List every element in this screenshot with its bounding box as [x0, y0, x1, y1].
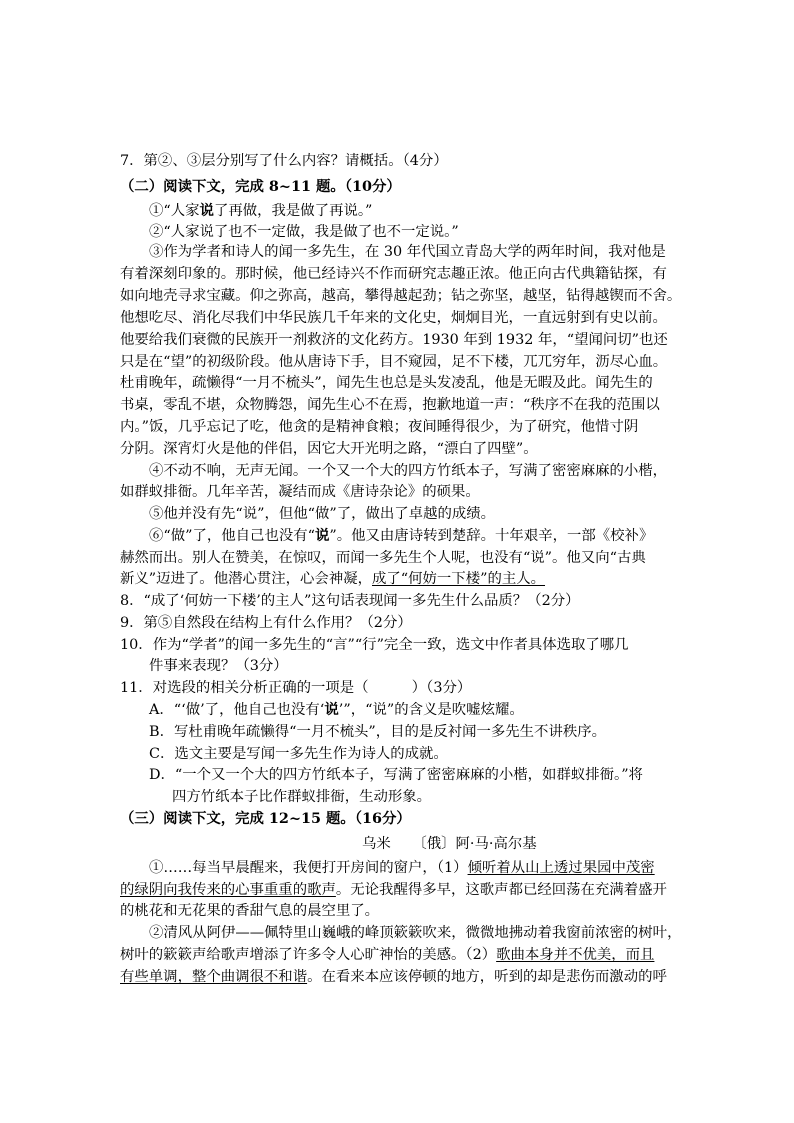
s2-paragraph-6-line: 赫然而出。别人在赞美，在惊叹，而闻一多先生个人呢，也没有“说”。他又向“古典 [120, 550, 646, 566]
underlined-phrase: 成了“何妨一下楼”的主人。 [372, 571, 546, 587]
question-10-line: 10．作为“学者”的闻一多先生的“言”“行”完全一致，选文中作者具体选取了哪几 [120, 637, 629, 653]
underlined-phrase: 歌曲本身并不优美，而且 [496, 947, 655, 963]
option-d-line: D．“一个又一个大的四方竹纸本子，写满了密密麻麻的小楷，如群蚁排衙。”将 [149, 767, 643, 783]
s2-paragraph-3-line: 他想吃尽、消化尽我们中华民族几千年来的文化史，炯炯目光，一直远射到有史以前。 [120, 310, 667, 326]
s2-paragraph-3-line: 书桌，零乱不堪，众物腾怨，闻先生心不在焉，抱歉地道一声：“秩序不在我的范围以 [120, 397, 660, 413]
option-d-line: 四方竹纸本子比作群蚁排衙，生动形象。 [172, 789, 432, 805]
question-9: 9．第⑤自然段在结构上有什么作用？（2分） [120, 615, 412, 631]
underlined-phrase: 倾听着从山上透过果园中茂密 [467, 860, 655, 876]
s2-paragraph-5: ⑤他并没有先“说”，但他“做”了，做出了卓越的成绩。 [149, 506, 496, 522]
s3-paragraph-1-line: 的绿阴向我传来的心事重重的歌声。无论我醒得多早，这歌声都已经回荡在充满着盛开 [120, 882, 667, 898]
s2-paragraph-3-line: 只是在“望”的初级阶段。他从唐诗下手，目不窥园，足不下楼，兀兀穷年，沥尽心血。 [120, 354, 668, 370]
question-7: 7．第②、③层分别写了什么内容？请概括。（4分） [120, 153, 448, 169]
s3-paragraph-1-line: ①……每当早晨醒来，我便打开房间的窗户，（1）倾听着从山上透过果园中茂密 [149, 860, 655, 876]
s2-paragraph-4-line: 如群蚁排衙。几年辛苦，凝结而成《唐诗杂论》的硕果。 [120, 484, 480, 500]
s2-paragraph-3-line: 有着深刻印象的。那时候，他已经诗兴不作而研究志趣正浓。他正向古代典籍钻探，有 [120, 266, 667, 282]
question-8: 8．“成了‘何妨一下楼’的主人”这句话表现闻一多先生什么品质？（2分） [120, 593, 580, 609]
s2-paragraph-2: ②“人家说了也不一定做，我是做了也不一定说。” [149, 224, 459, 240]
s2-paragraph-3-line: 分阴。深宵灯火是他的伴侣，因它大开光明之路，“漂白了四壁”。 [120, 441, 538, 457]
s2-paragraph-3-line: ③作为学者和诗人的闻一多先生，在 30 年代国立青岛大学的两年时间，我对他是 [149, 244, 666, 260]
s2-paragraph-3-line: 他要给我们衰微的民族开一剂救济的文化药方。1930 年到 1932 年，“望闻问切”也还 [120, 332, 668, 348]
s2-paragraph-1: ①“人家说了再做，我是做了再说。” [149, 202, 373, 219]
article-title: 乌米 〔俄〕阿·马·高尔基 [362, 836, 537, 852]
s3-paragraph-2-line: 有些单调，整个曲调很不和谐。在看来本应该停顿的地方，听到的却是悲伤而激动的呼 [120, 969, 667, 985]
question-11: 11．对选段的相关分析正确的一项是（ ）（3分） [120, 680, 472, 696]
underlined-phrase: 的绿阴向我传来的心事重重的歌声 [120, 882, 336, 898]
s2-paragraph-6-line: ⑥“做”了，他自己也没有“说”。他又由唐诗转到楚辞。十年艰辛，一部《校补》 [149, 527, 654, 544]
s2-paragraph-3-line: 如向地壳寻求宝藏。仰之弥高，越高，攀得越起劲；钻之弥坚，越坚，钻得越锲而不舍。 [120, 288, 682, 304]
s2-paragraph-3-line: 内。”饭，几乎忘记了吃，他贪的是精神食粮；夜间睡得很少，为了研究，他惜寸阴 [120, 419, 639, 435]
underlined-phrase: 有些单调，整个曲调很不和谐 [120, 969, 308, 985]
s2-paragraph-6-line: 新义”迈进了。他潜心贯注，心会神凝，成了“何妨一下楼”的主人。 [120, 571, 546, 587]
question-10-line: 件事来表现？（3分） [149, 658, 288, 674]
option-c: C．选文主要是写闻一多先生作为诗人的成就。 [149, 746, 448, 762]
option-b: B．写杜甫晚年疏懒得“一月不梳头”，目的是反衬闻一多先生不讲秩序。 [149, 724, 607, 740]
s3-paragraph-1-line: 的桃花和无花果的香甜气息的晨空里了。 [120, 903, 380, 919]
section-3-heading: （三）阅读下文，完成 12~15 题。（16分） [120, 810, 411, 827]
s2-paragraph-3-line: 杜甫晚年，疏懒得“一月不梳头”，闻先生也总是头发凌乱，他是无暇及此。闻先生的 [120, 375, 653, 391]
section-2-heading: （二）阅读下文，完成 8~11 题。（10分） [120, 178, 401, 195]
s3-paragraph-2-line: 树叶的簌簌声给歌声增添了许多令人心旷神怡的美感。（2）歌曲本身并不优美，而且 [120, 947, 655, 963]
s2-paragraph-4-line: ④不动不响，无声无闻。一个又一个大的四方竹纸本子，写满了密密麻麻的小楷， [149, 463, 668, 479]
s3-paragraph-2-line: ②清风从阿伊——佩特里山巍峨的峰顶簌簌吹来，微微地拂动着我窗前浓密的树叶， [149, 925, 682, 941]
option-a: A．“‘做’了，他自己也没有‘说’”，“说”的含义是吹嘘炫耀。 [149, 701, 524, 718]
